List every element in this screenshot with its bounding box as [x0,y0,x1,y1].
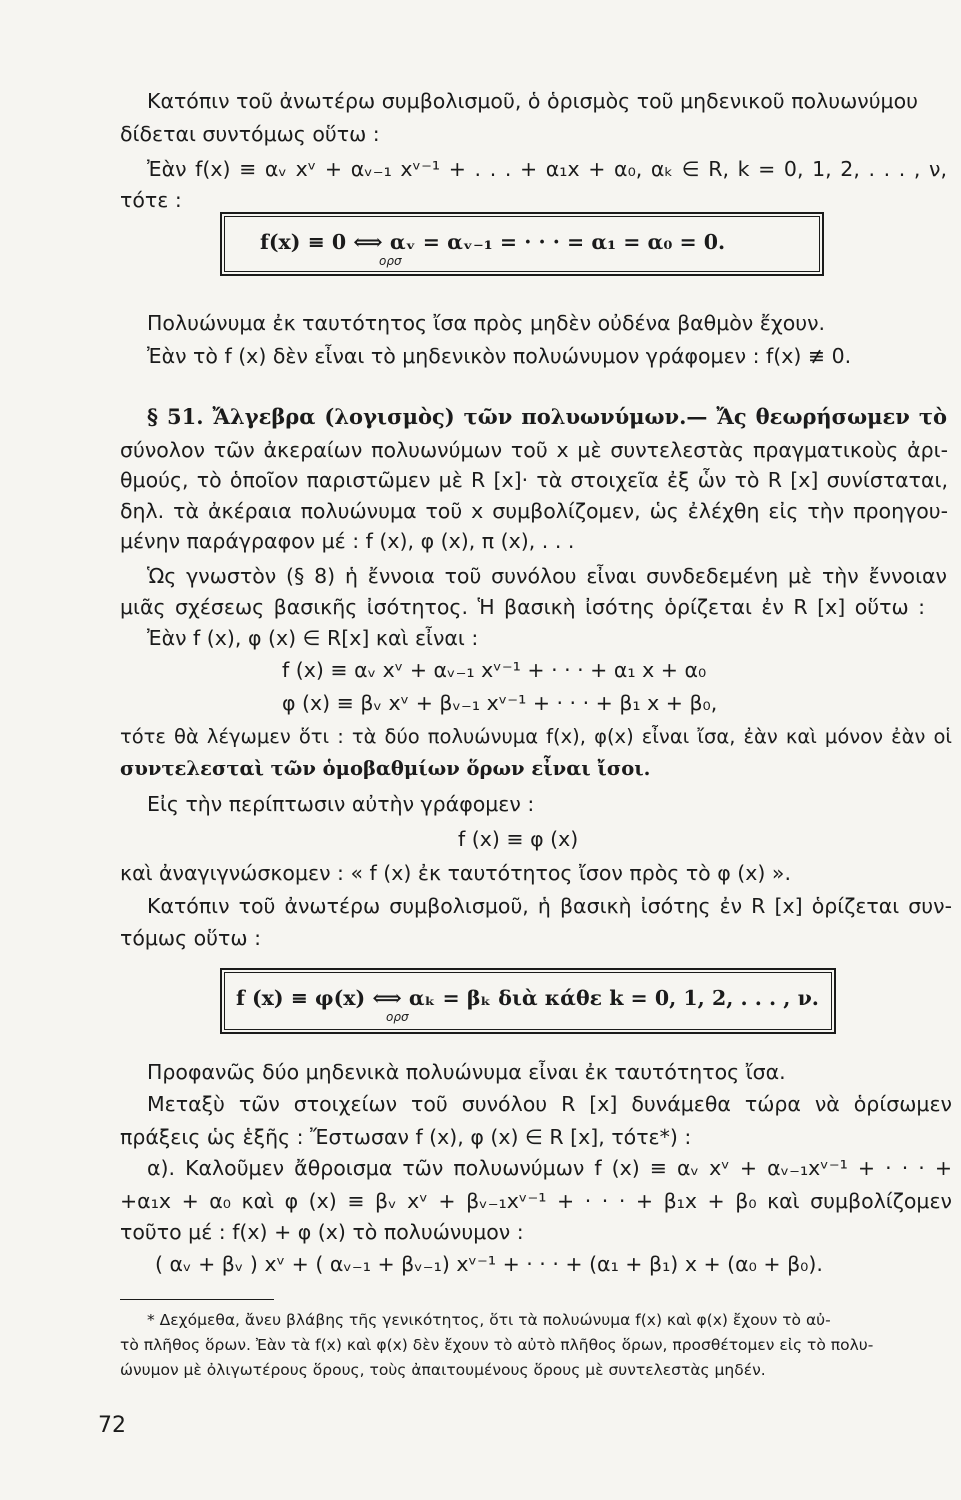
text-line: τότε : [120,188,182,212]
footnote-rule [120,1299,274,1300]
text-line: Ἐὰν f (x), φ (x) ∈ R[x] καὶ εἶναι : [147,626,479,650]
text-line: πράξεις ὡς ἑξῆς : Ἔστωσαν f (x), φ (x) ∈ R [x], τότε*) : [120,1125,692,1149]
text-line: θμούς, τὸ ὁποῖον παριστῶμεν μὲ R [x]· τὰ στοιχεῖα ἐξ ὧν τὸ R [x] συνίσταται, [120,468,948,492]
text-line: τοῦτο μέ : f(x) + φ (x) τὸ πολυώνυμον : [120,1220,524,1244]
definition-box-zero-polynomial [220,212,824,276]
text-line: Κατόπιν τοῦ ἀνωτέρω συμβολισμοῦ, ἡ βασικὴ ἰσότης ἐν R [x] ὁρίζεται συν- [147,894,952,918]
equation-line: ( αᵥ + βᵥ ) xᵛ + ( αᵥ₋₁ + βᵥ₋₁) xᵛ⁻¹ + · · · + (α₁ + β₁) x + (α₀ + β₀). [155,1252,823,1276]
text-line: +α₁x + α₀ καὶ φ (x) ≡ βᵥ xᵛ + βᵥ₋₁xᵛ⁻¹ + · · · + β₁x + β₀ καὶ συμβολίζομεν [120,1189,952,1213]
definition-marker: ορσ [379,254,402,268]
text-line: δηλ. τὰ ἀκέραια πολυώνυμα τοῦ x συμβολίζομεν, ὡς ἐλέχθη εἰς τὴν προηγου- [120,499,948,523]
text-line: σύνολον τῶν ἀκεραίων πολυωνύμων τοῦ x μὲ συντελεστὰς πραγματικοὺς ἀρι- [120,438,948,462]
footnote-line: * Δεχόμεθα, ἄνευ βλάβης τῆς γενικότητος, ὅτι τὰ πολυώνυμα f(x) καὶ φ(x) ἔχουν τὸ αὐ- [147,1311,831,1329]
text-line: α). Καλοῦμεν ἄθροισμα τῶν πολυωνύμων f (x) ≡ αᵥ xᵛ + αᵥ₋₁xᵛ⁻¹ + · · · + [147,1156,952,1180]
footnote-line: ώνυμον μὲ ὀλιγωτέρους ὅρους, τοὺς ἀπαιτουμένους ὅρους μὲ συντελεστὰς μηδέν. [120,1361,766,1379]
text-line: Ἐὰν τὸ f (x) δὲν εἶναι τὸ μηδενικὸν πολυώνυμον γράφομεν : f(x) ≢ 0. [147,344,852,368]
page-number: 72 [98,1413,126,1438]
text-line: Πολυώνυμα ἐκ ταυτότητος ἴσα πρὸς μηδὲν οὐδένα βαθμὸν ἔχουν. [147,311,826,335]
text-line: μιᾶς σχέσεως βασικῆς ἰσότητος. Ἡ βασικὴ ἰσότης ὁρίζεται ἐν R [x] οὕτω : [120,595,925,619]
text-line: δίδεται συντόμως οὕτω : [120,122,380,146]
equation-line: φ (x) ≡ βᵥ xᵛ + βᵥ₋₁ xᵛ⁻¹ + · · · + β₁ x + β₀, [282,691,718,715]
text-line: Προφανῶς δύο μηδενικὰ πολυώνυμα εἶναι ἐκ ταυτότητος ἴσα. [147,1060,786,1084]
definition-marker: ορσ [386,1010,409,1024]
equation-line: f (x) ≡ φ (x) [458,827,579,851]
text-line-bold: συντελεσταὶ τῶν ὁμοβαθμίων ὅρων εἶναι ἴσοι. [120,757,651,780]
text-line: Ὡς γνωστὸν (§ 8) ἡ ἔννοια τοῦ συνόλου εἶναι συνδεδεμένη μὲ τὴν ἔννοιαν [147,564,947,588]
text-line: Κατόπιν τοῦ ἀνωτέρω συμβολισμοῦ, ὁ ὁρισμὸς τοῦ μηδενικοῦ πολυωνύμου [147,89,918,113]
footnote-line: τὸ πλῆθος ὅρων. Ἐὰν τὰ f(x) καὶ φ(x) δὲν ἔχουν τὸ αὐτὸ πλῆθος ὅρων, προσθέτομεν εἰς τὸ πολυ- [120,1336,874,1354]
equation-line: f (x) ≡ αᵥ xᵛ + αᵥ₋₁ xᵛ⁻¹ + · · · + α₁ x + α₀ [282,658,707,682]
text-line: τότε θὰ λέγωμεν ὅτι : τὰ δύο πολυώνυμα f(x), φ(x) εἶναι ἴσα, ἐὰν καὶ μόνον ἐὰν οἱ [120,725,952,748]
boxed-formula: f(x) ≡ 0 ⟺ αᵥ = αᵥ₋₁ = · · · = α₁ = α₀ = 0. [260,230,726,254]
text-line: μένην παράγραφον μέ : f (x), φ (x), π (x), . . . [120,529,575,553]
definition-condition: Ἐὰν f(x) ≡ αᵥ xᵛ + αᵥ₋₁ xᵛ⁻¹ + . . . + α₁x + α₀, αₖ ∈ R, k = 0, 1, 2, . . . , ν, [147,157,947,181]
text-line: Εἰς τὴν περίπτωσιν αὐτὴν γράφομεν : [147,792,535,816]
definition-box-equality [220,968,836,1034]
text-line: Μεταξὺ τῶν στοιχείων τοῦ συνόλου R [x] δυνάμεθα τώρα νὰ ὁρίσωμεν [147,1092,952,1116]
text-line: καὶ ἀναγιγνώσκομεν : « f (x) ἐκ ταυτότητος ἴσον πρὸς τὸ φ (x) ». [120,861,791,885]
boxed-formula: f (x) ≡ φ(x) ⟺ αₖ = βₖ διὰ κάθε k = 0, 1, 2, . . . , ν. [236,986,819,1010]
section-heading: § 51. Ἄλγεβρα (λογισμὸς) τῶν πολυωνύμων.— Ἄς θεωρήσωμεν τὸ [147,404,947,429]
text-line: τόμως οὕτω : [120,926,261,950]
